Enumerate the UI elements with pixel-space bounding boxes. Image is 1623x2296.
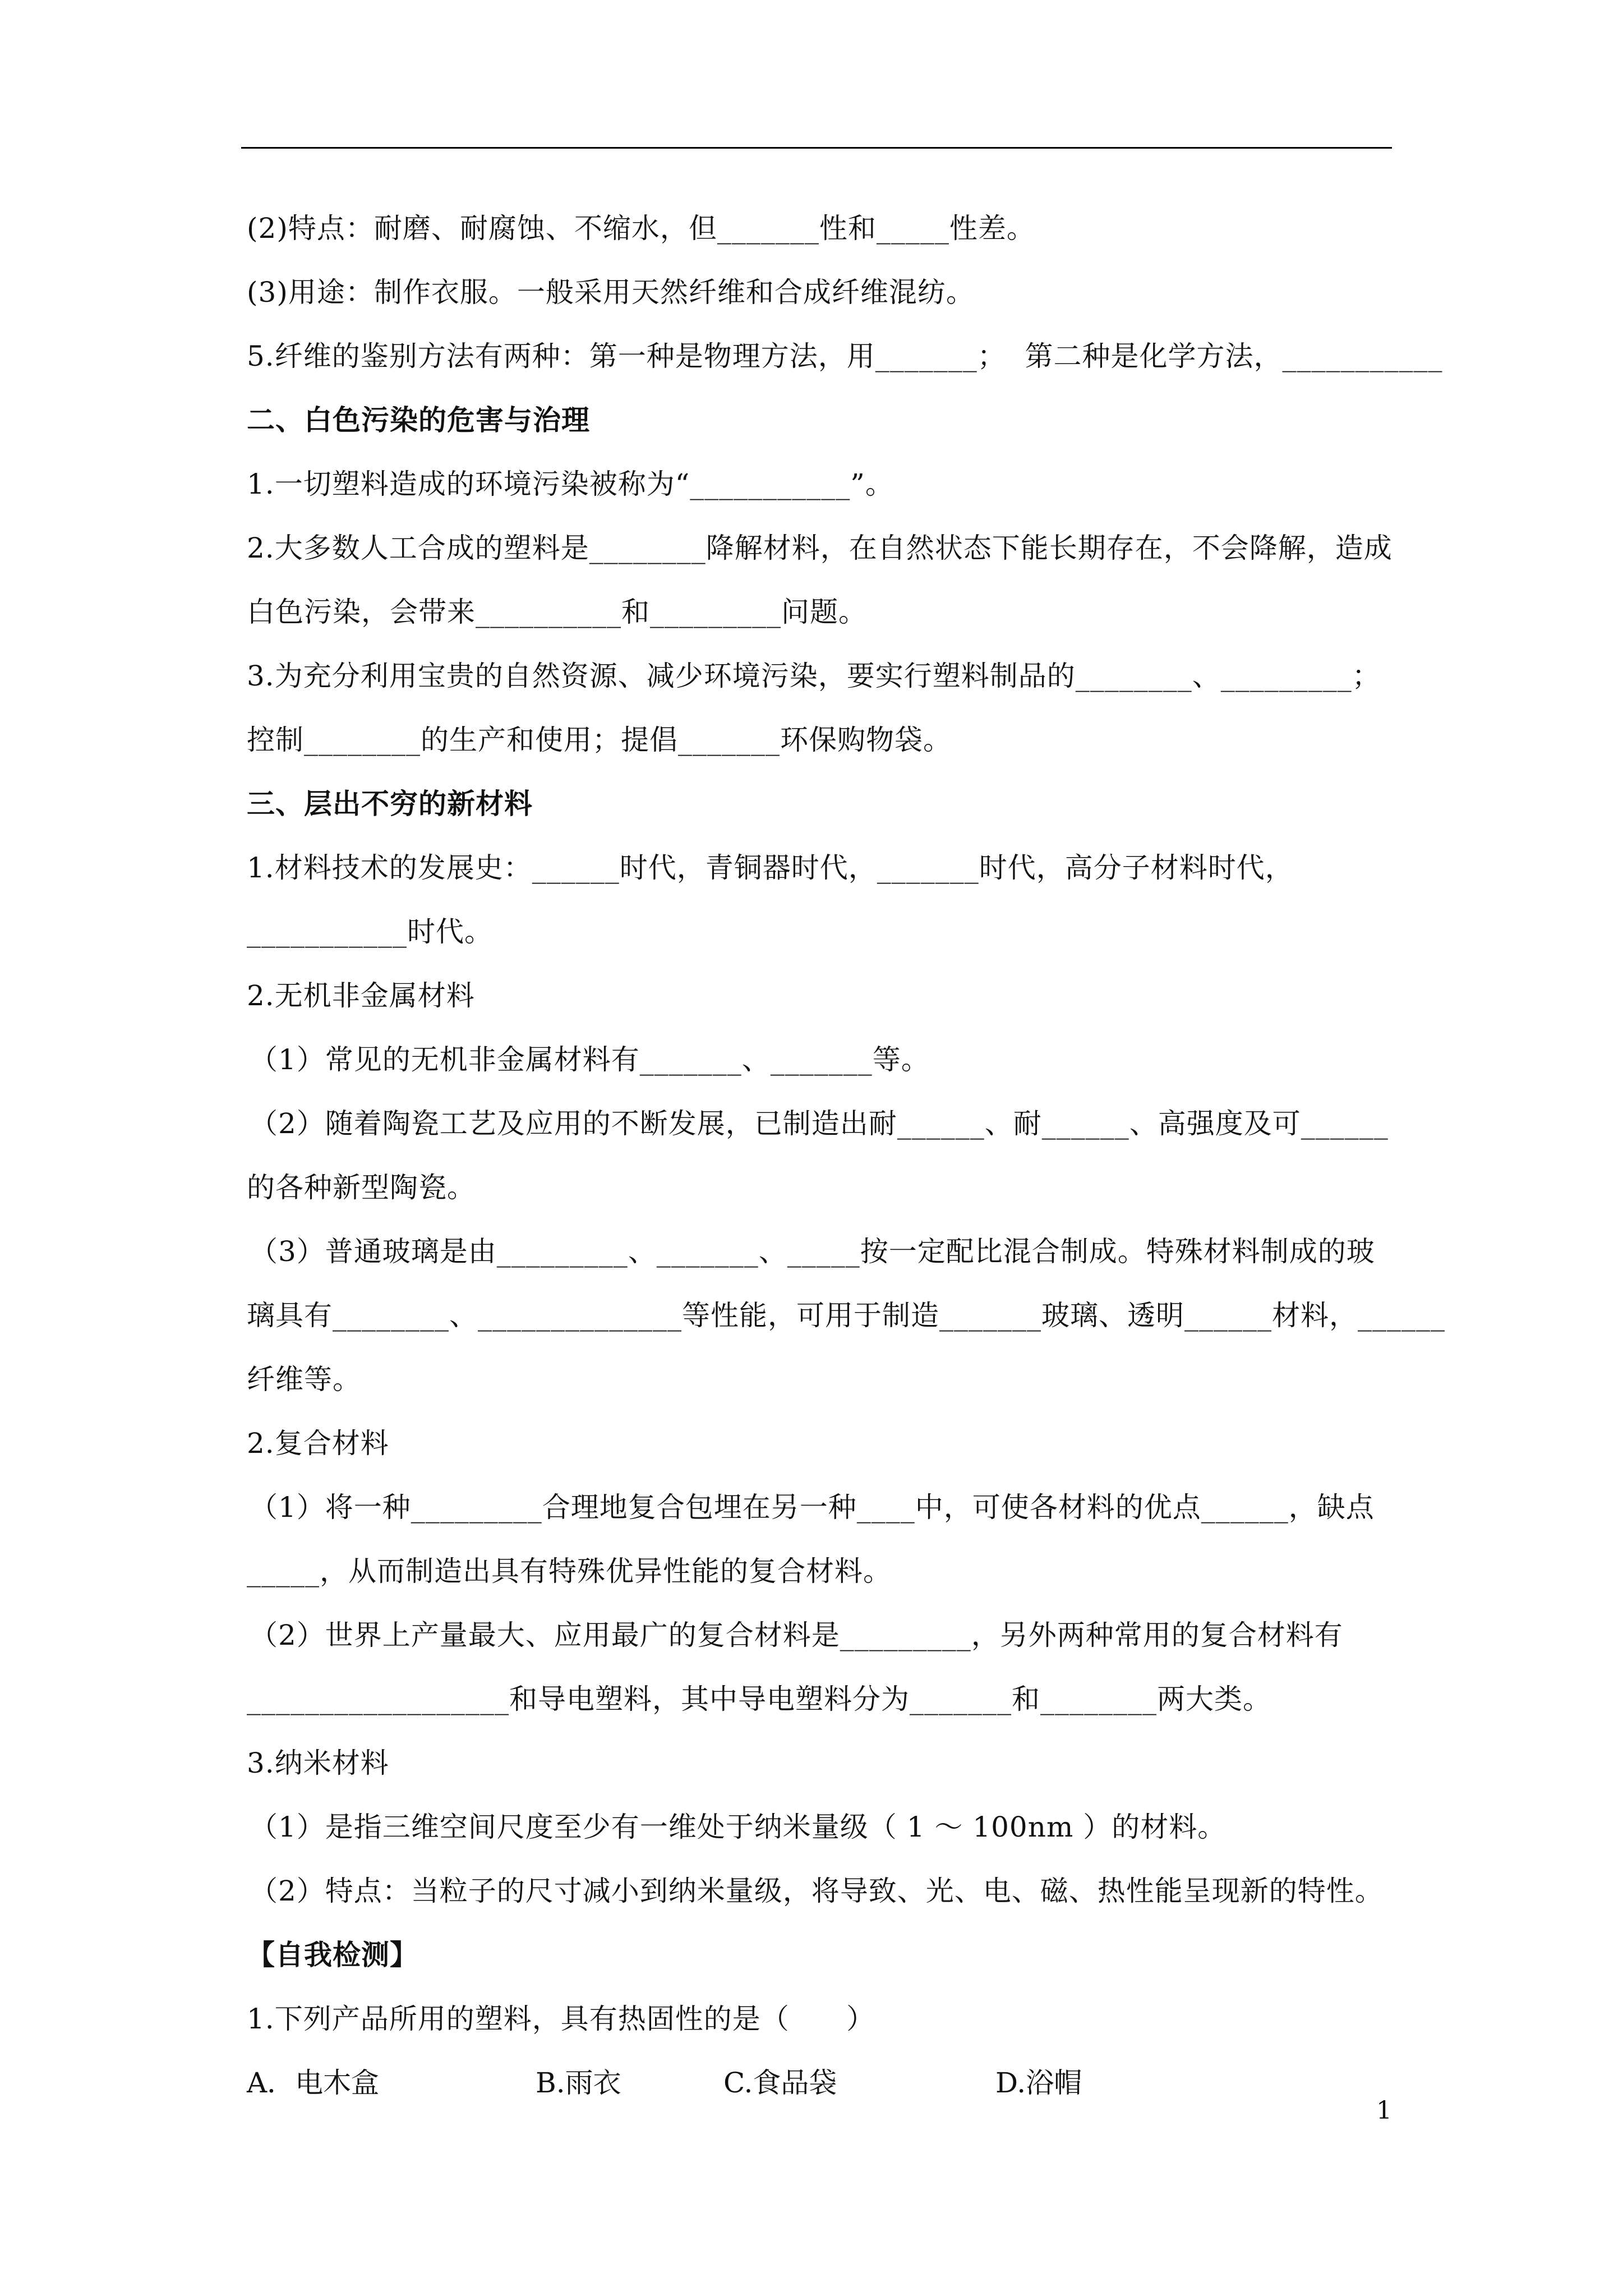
text-line: 5.纤维的鉴别方法有两种：第一种是物理方法，用_______； 第二种是化学方法，___________ (247, 340, 1443, 372)
text-line: 3.纳米材料 (247, 1747, 389, 1779)
text-line: 白色污染，会带来__________和_________问题。 (247, 596, 867, 628)
text-line: 2.大多数人工合成的塑料是________降解材料，在自然状态下能长期存在，不会降解，造成 (247, 532, 1393, 564)
section-heading: 三、层出不穷的新材料 (247, 788, 533, 820)
text-line: （2）随着陶瓷工艺及应用的不断发展，已制造出耐______、耐______、高强度及可______ (250, 1107, 1389, 1140)
text-line: _____，从而制造出具有特殊优异性能的复合材料。 (247, 1555, 892, 1588)
text-line: __________________和导电塑料，其中导电塑料分为_______和________两大类。 (247, 1683, 1271, 1715)
text-line: ___________时代。 (247, 915, 493, 948)
text-line: （1）将一种_________合理地复合包埋在另一种____中，可使各材料的优点______，缺点 (250, 1491, 1375, 1524)
text-line: （3）普通玻璃是由_________、_______、_____按一定配比混合制成。特殊材料制成的玻 (250, 1235, 1375, 1268)
text-line: 控制________的生产和使用；提倡_______环保购物袋。 (247, 724, 952, 756)
text-line: (3)用途：制作衣服。一般采用天然纤维和合成纤维混纺。 (247, 276, 975, 309)
text-line: （2）世界上产量最大、应用最广的复合材料是_________，另外两种常用的复合材料有 (250, 1619, 1343, 1651)
header-rule (241, 147, 1392, 149)
text-line: 2.复合材料 (247, 1427, 389, 1460)
text-line: 3.为充分利用宝贵的自然资源、减少环境污染，要实行塑料制品的________、_________； (247, 660, 1381, 692)
choice-a: A．电木盒 (247, 2067, 380, 2099)
page-number: 1 (1376, 2096, 1392, 2125)
text-line: (2)特点：耐磨、耐腐蚀、不缩水，但_______性和_____性差。 (247, 212, 1035, 245)
choice-c: C.食品袋 (723, 2067, 837, 2099)
section-heading: 二、白色污染的危害与治理 (247, 404, 590, 436)
text-line: 的各种新型陶瓷。 (247, 1171, 476, 1204)
text-line: 2.无机非金属材料 (247, 979, 475, 1012)
section-heading: 【自我检测】 (247, 1939, 418, 1971)
text-line: 1.材料技术的发展史：______时代，青铜器时代，_______时代，高分子材料时代， (247, 852, 1294, 884)
text-line: （2）特点：当粒子的尺寸减小到纳米量级，将导致、光、电、磁、热性能呈现新的特性。 (250, 1875, 1384, 1907)
text-line: 璃具有________、______________等性能，可用于制造_______玻璃、透明______材料，______ (247, 1299, 1445, 1332)
text-line: （1）是指三维空间尺度至少有一维处于纳米量级（ 1 ～ 100nm ）的材料。 (250, 1811, 1227, 1843)
text-line: 纤维等。 (247, 1363, 361, 1396)
choice-b: B.雨衣 (536, 2067, 621, 2099)
choice-d: D.浴帽 (995, 2067, 1082, 2099)
question-text: 1.下列产品所用的塑料，具有热固性的是（ ） (247, 2003, 875, 2035)
text-line: 1.一切塑料造成的环境污染被称为“___________”。 (247, 468, 894, 500)
text-line: （1）常见的无机非金属材料有_______、_______等。 (250, 1043, 930, 1076)
